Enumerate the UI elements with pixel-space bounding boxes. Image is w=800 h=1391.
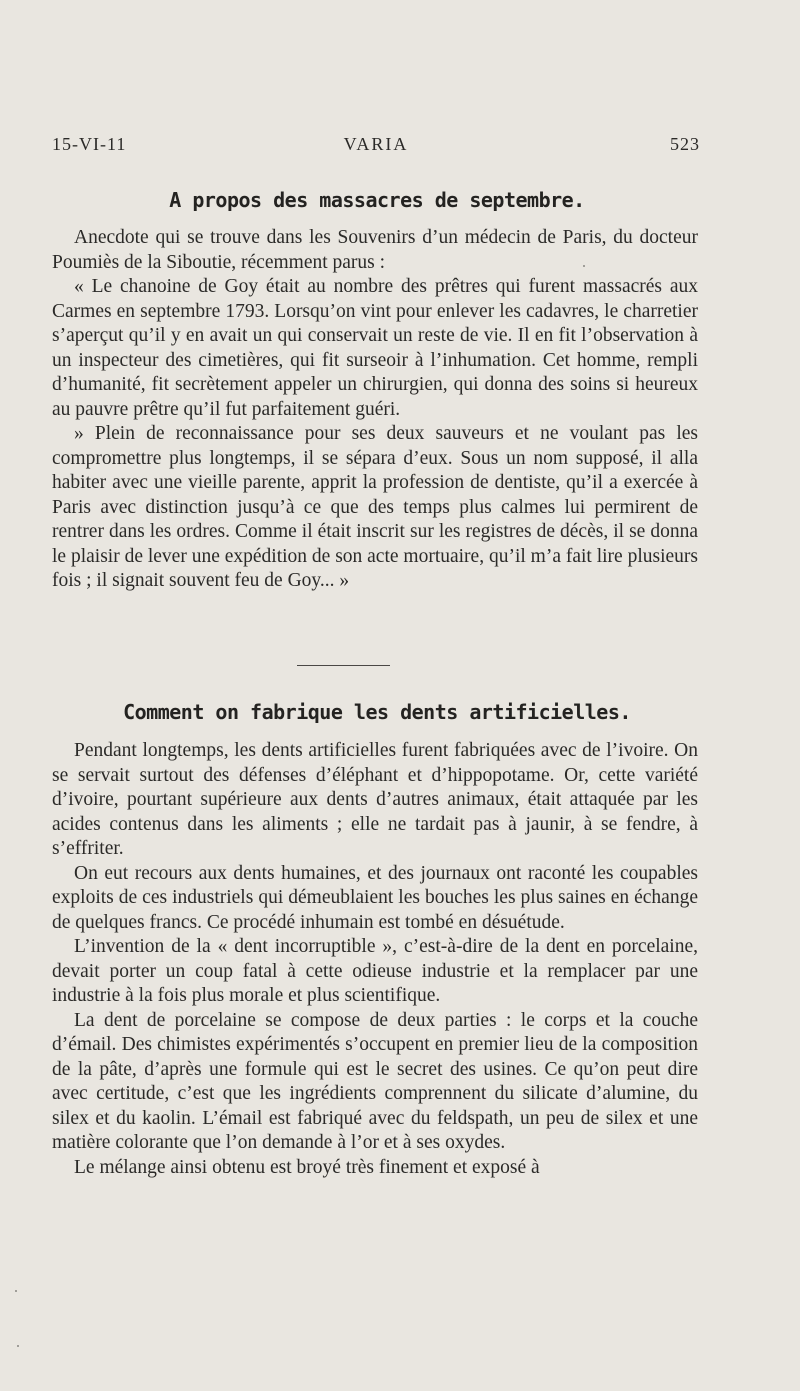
paper-speck: [583, 265, 585, 267]
section-separator: [297, 665, 390, 666]
running-head-section: VARIA: [343, 134, 409, 154]
article-1-body: [52, 226, 698, 594]
article-1-paragraph: « Le chanoine de Goy était au nombre des prêtres qui furent massacrés aux Carmes en septembre 1793. Lorsqu’on vint pour enlever les cadavres, le charretier s’aperçut qu’il y en avait un qui conservait un reste de vie. Il en fit l’observation à un inspecteur des cimetières, qui fit surseoir à l’inhumation. Cet homme, rempli d’humanité, fit secrètement appeler un chirurgien, qui donna des soins si heureux au pauvre prêtre qu’il fut parfaitement guéri.: [52, 276, 698, 420]
page-number: 523: [670, 134, 700, 154]
article-1-paragraph: » Plein de reconnaissance pour ses deux sauveurs et ne voulant pas les compromettre plus longtemps, il se sépara d’eux. Sous un nom supposé, il alla habiter avec une vieille parente, apprit la profession de dentiste, qu’il a exercée à Paris avec distinction jusqu’à ce que des temps plus calmes lui permirent de rentrer dans les ordres. Comme il était inscrit sur les registres de décès, il se donna le plaisir de lever une expédition de son acte mortuaire, qu’il m’a fait lire plusieurs fois ; il signait souvent feu de Goy... »: [52, 423, 698, 591]
article-2-title: Comment on fabrique les dents artificielles.: [123, 700, 631, 724]
article-2-paragraph: Pendant longtemps, les dents artificielles furent fabriquées avec de l’ivoire. On se servait surtout des défenses d’éléphant et d’hippopotame. Or, cette variété d’ivoire, pourtant supérieure aux dents d’autres animaux, était attaquée par les acides contenus dans les aliments ; elle ne tardait pas à jaunir, à se fendre, à s’effriter.: [52, 740, 698, 859]
article-2-paragraph: Le mélange ainsi obtenu est broyé très finement et exposé à: [74, 1156, 540, 1178]
paper-speck: [15, 1290, 17, 1292]
article-2-paragraph: La dent de porcelaine se compose de deux parties : le corps et la couche d’émail. Des chimistes expérimentés s’occupent en premier lieu de la composition de la pâte, d’après une formule qui est le secret des usines. Ce qu’on peut dire avec certitude, c’est que les ingrédients comprennent du silicate d’alumine, du silex et du kaolin. L’émail est fabriqué avec du feldspath, un peu de silex et une matière colorante que l’on demande à l’or et à ses oxydes.: [52, 1009, 698, 1153]
paper-speck: [17, 1345, 19, 1347]
article-2-paragraph: L’invention de la « dent incorruptible », c’est-à-dire de la dent en porcelaine, devait porter un coup fatal à cette odieuse industrie et la remplacer par une industrie à la fois plus morale et plus scientifique.: [52, 936, 698, 1006]
running-head: [52, 134, 700, 160]
article-2-paragraph: On eut recours aux dents humaines, et des journaux ont raconté les coupables exploits de ces industriels qui démeublaient les bouches les plus saines en échange de quelques francs. Ce procédé inhumain est tombé en désuétude.: [52, 862, 698, 933]
article-1-paragraph: Anecdote qui se trouve dans les Souvenirs d’un médecin de Paris, du docteur Poumiès de la Siboutie, récemment parus :: [52, 227, 698, 273]
article-1-title: A propos des massacres de septembre.: [169, 188, 585, 212]
running-head-date: 15-VI-11: [52, 134, 127, 154]
article-2-body: [52, 739, 698, 1180]
